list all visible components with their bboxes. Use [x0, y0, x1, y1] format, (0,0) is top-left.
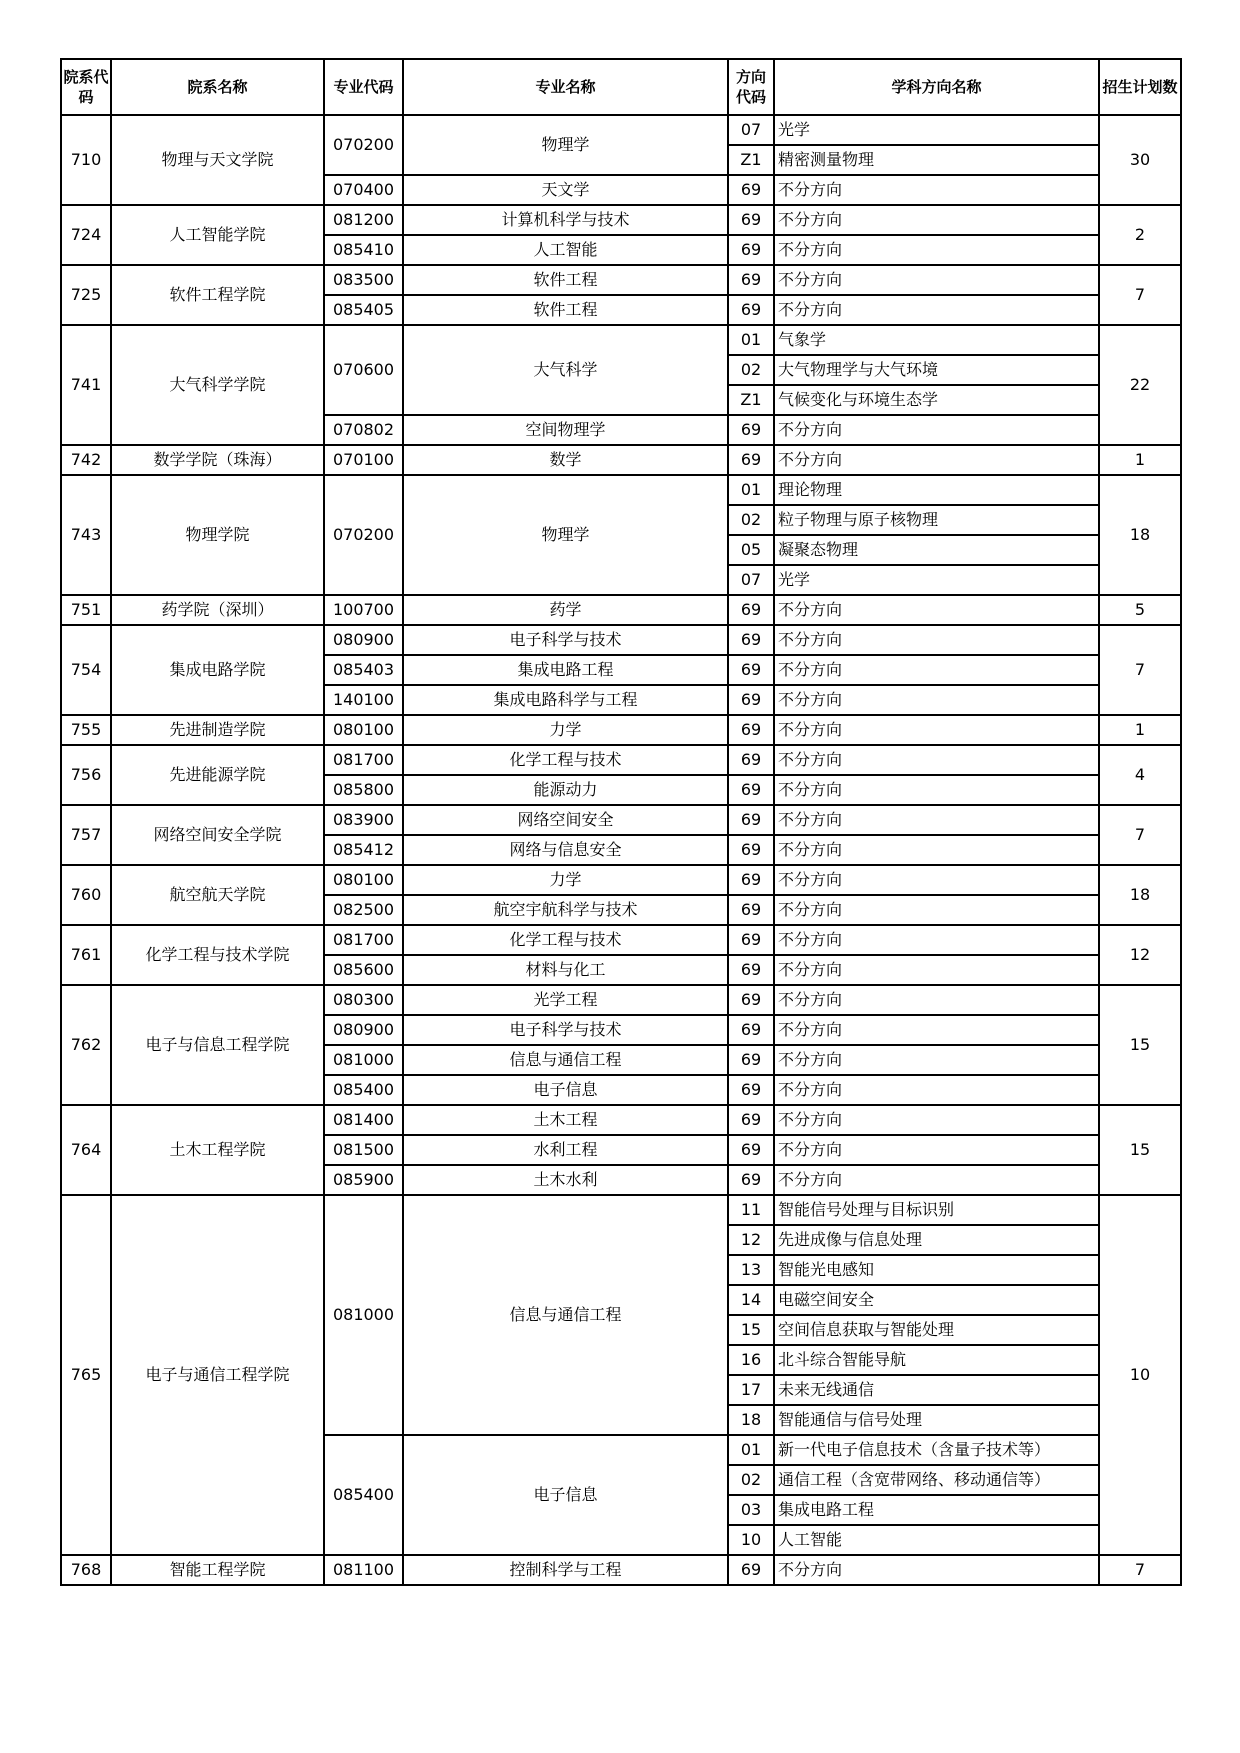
- dept-code-cell: 764: [61, 1105, 111, 1195]
- direction-code-cell: 02: [728, 505, 774, 535]
- direction-name-cell: 不分方向: [774, 1075, 1099, 1105]
- major-code-cell: 100700: [324, 595, 403, 625]
- direction-name-cell: 不分方向: [774, 415, 1099, 445]
- direction-code-cell: 69: [728, 445, 774, 475]
- direction-code-cell: 69: [728, 925, 774, 955]
- quota-cell: 4: [1099, 745, 1181, 805]
- direction-code-cell: 07: [728, 565, 774, 595]
- direction-name-cell: 先进成像与信息处理: [774, 1225, 1099, 1255]
- direction-name-cell: 不分方向: [774, 1165, 1099, 1195]
- major-code-cell: 070100: [324, 445, 403, 475]
- direction-code-cell: Z1: [728, 145, 774, 175]
- dept-name-cell: 电子与信息工程学院: [111, 985, 324, 1105]
- dept-code-cell: 710: [61, 115, 111, 205]
- dept-name-cell: 网络空间安全学院: [111, 805, 324, 865]
- major-code-cell: 080300: [324, 985, 403, 1015]
- major-name-cell: 数学: [403, 445, 728, 475]
- table-row: [61, 805, 1181, 835]
- direction-name-cell: 不分方向: [774, 595, 1099, 625]
- direction-name-cell: 不分方向: [774, 745, 1099, 775]
- direction-name-cell: 不分方向: [774, 985, 1099, 1015]
- direction-name-cell: 凝聚态物理: [774, 535, 1099, 565]
- direction-name-cell: 不分方向: [774, 715, 1099, 745]
- direction-name-cell: 不分方向: [774, 445, 1099, 475]
- direction-name-cell: 光学: [774, 565, 1099, 595]
- table-row: [61, 865, 1181, 895]
- quota-cell: 7: [1099, 1555, 1181, 1585]
- major-code-cell: 081200: [324, 205, 403, 235]
- major-name-cell: 天文学: [403, 175, 728, 205]
- direction-name-cell: 不分方向: [774, 835, 1099, 865]
- direction-name-cell: 不分方向: [774, 1135, 1099, 1165]
- direction-code-cell: 69: [728, 625, 774, 655]
- direction-code-cell: 69: [728, 1135, 774, 1165]
- major-name-cell: 电子科学与技术: [403, 625, 728, 655]
- direction-name-cell: 不分方向: [774, 925, 1099, 955]
- quota-cell: 10: [1099, 1195, 1181, 1555]
- direction-name-cell: 气象学: [774, 325, 1099, 355]
- direction-code-cell: 69: [728, 175, 774, 205]
- major-name-cell: 网络空间安全: [403, 805, 728, 835]
- direction-code-cell: 10: [728, 1525, 774, 1555]
- direction-code-cell: 03: [728, 1495, 774, 1525]
- dept-code-cell: 725: [61, 265, 111, 325]
- table-row: [61, 115, 1181, 145]
- page-bottom-margin: [0, 1683, 1240, 1723]
- major-name-cell: 物理学: [403, 475, 728, 595]
- direction-code-cell: 69: [728, 955, 774, 985]
- direction-name-cell: 智能光电感知: [774, 1255, 1099, 1285]
- major-code-cell: 080100: [324, 715, 403, 745]
- direction-name-cell: 不分方向: [774, 655, 1099, 685]
- quota-cell: 15: [1099, 985, 1181, 1105]
- direction-name-cell: 不分方向: [774, 1015, 1099, 1045]
- major-code-cell: 085400: [324, 1075, 403, 1105]
- dept-name-cell: 药学院（深圳）: [111, 595, 324, 625]
- direction-code-cell: 69: [728, 235, 774, 265]
- direction-name-cell: 不分方向: [774, 865, 1099, 895]
- major-name-cell: 能源动力: [403, 775, 728, 805]
- dept-name-cell: 智能工程学院: [111, 1555, 324, 1585]
- major-code-cell: 070400: [324, 175, 403, 205]
- direction-code-cell: 69: [728, 745, 774, 775]
- direction-code-cell: Z1: [728, 385, 774, 415]
- major-code-cell: 085405: [324, 295, 403, 325]
- quota-cell: 22: [1099, 325, 1181, 445]
- direction-code-cell: 16: [728, 1345, 774, 1375]
- major-name-cell: 电子科学与技术: [403, 1015, 728, 1045]
- direction-name-cell: 通信工程（含宽带网络、移动通信等）: [774, 1465, 1099, 1495]
- major-code-cell: 070200: [324, 115, 403, 175]
- direction-name-cell: 不分方向: [774, 805, 1099, 835]
- direction-code-cell: 13: [728, 1255, 774, 1285]
- dept-code-cell: 724: [61, 205, 111, 265]
- direction-name-cell: 不分方向: [774, 205, 1099, 235]
- direction-name-cell: 不分方向: [774, 1105, 1099, 1135]
- direction-code-cell: 15: [728, 1315, 774, 1345]
- quota-cell: 2: [1099, 205, 1181, 265]
- direction-name-cell: 理论物理: [774, 475, 1099, 505]
- major-code-cell: 081000: [324, 1195, 403, 1435]
- direction-name-cell: 气候变化与环境生态学: [774, 385, 1099, 415]
- major-code-cell: 083500: [324, 265, 403, 295]
- direction-name-cell: 大气物理学与大气环境: [774, 355, 1099, 385]
- direction-name-cell: 不分方向: [774, 955, 1099, 985]
- quota-cell: 1: [1099, 715, 1181, 745]
- major-name-cell: 化学工程与技术: [403, 745, 728, 775]
- major-code-cell: 081000: [324, 1045, 403, 1075]
- table-row: [61, 325, 1181, 355]
- major-code-cell: 085600: [324, 955, 403, 985]
- major-name-cell: 人工智能: [403, 235, 728, 265]
- table-row: [61, 265, 1181, 295]
- quota-cell: 15: [1099, 1105, 1181, 1195]
- direction-name-cell: 不分方向: [774, 775, 1099, 805]
- dept-name-cell: 航空航天学院: [111, 865, 324, 925]
- direction-name-cell: 不分方向: [774, 685, 1099, 715]
- major-code-cell: 082500: [324, 895, 403, 925]
- direction-name-cell: 不分方向: [774, 265, 1099, 295]
- major-code-cell: 081500: [324, 1135, 403, 1165]
- dept-name-cell: 化学工程与技术学院: [111, 925, 324, 985]
- major-name-cell: 水利工程: [403, 1135, 728, 1165]
- dept-code-cell: 751: [61, 595, 111, 625]
- header-major-code: 专业代码: [324, 59, 403, 115]
- major-code-cell: 085900: [324, 1165, 403, 1195]
- table-row: [61, 625, 1181, 655]
- enrollment-plan-table-container: [60, 58, 1180, 1586]
- major-name-cell: 物理学: [403, 115, 728, 175]
- table-row: [61, 595, 1181, 625]
- table-row: [61, 475, 1181, 505]
- major-code-cell: 085410: [324, 235, 403, 265]
- major-code-cell: 081700: [324, 745, 403, 775]
- direction-code-cell: 01: [728, 325, 774, 355]
- direction-code-cell: 11: [728, 1195, 774, 1225]
- table-row: [61, 1555, 1181, 1585]
- header-direction-name: 学科方向名称: [774, 59, 1099, 115]
- direction-code-cell: 05: [728, 535, 774, 565]
- table-row: [61, 1105, 1181, 1135]
- dept-code-cell: 757: [61, 805, 111, 865]
- direction-name-cell: 智能信号处理与目标识别: [774, 1195, 1099, 1225]
- direction-name-cell: 精密测量物理: [774, 145, 1099, 175]
- table-row: [61, 1195, 1181, 1225]
- direction-code-cell: 69: [728, 1045, 774, 1075]
- direction-code-cell: 69: [728, 865, 774, 895]
- direction-name-cell: 光学: [774, 115, 1099, 145]
- direction-code-cell: 69: [728, 415, 774, 445]
- major-name-cell: 软件工程: [403, 265, 728, 295]
- dept-code-cell: 762: [61, 985, 111, 1105]
- direction-code-cell: 69: [728, 895, 774, 925]
- direction-name-cell: 北斗综合智能导航: [774, 1345, 1099, 1375]
- direction-code-cell: 69: [728, 265, 774, 295]
- major-name-cell: 控制科学与工程: [403, 1555, 728, 1585]
- major-code-cell: 080100: [324, 865, 403, 895]
- dept-code-cell: 755: [61, 715, 111, 745]
- direction-name-cell: 人工智能: [774, 1525, 1099, 1555]
- direction-code-cell: 69: [728, 805, 774, 835]
- dept-code-cell: 743: [61, 475, 111, 595]
- major-name-cell: 材料与化工: [403, 955, 728, 985]
- dept-code-cell: 768: [61, 1555, 111, 1585]
- direction-code-cell: 69: [728, 205, 774, 235]
- quota-cell: 30: [1099, 115, 1181, 205]
- table-row: [61, 925, 1181, 955]
- table-header: [61, 59, 1181, 115]
- direction-name-cell: 智能通信与信号处理: [774, 1405, 1099, 1435]
- dept-code-cell: 742: [61, 445, 111, 475]
- major-code-cell: 085400: [324, 1435, 403, 1555]
- dept-name-cell: 集成电路学院: [111, 625, 324, 715]
- table-row: [61, 745, 1181, 775]
- quota-cell: 7: [1099, 265, 1181, 325]
- direction-code-cell: 69: [728, 1105, 774, 1135]
- direction-name-cell: 集成电路工程: [774, 1495, 1099, 1525]
- major-name-cell: 空间物理学: [403, 415, 728, 445]
- major-name-cell: 电子信息: [403, 1075, 728, 1105]
- major-name-cell: 化学工程与技术: [403, 925, 728, 955]
- major-code-cell: 070600: [324, 325, 403, 415]
- header-major-name: 专业名称: [403, 59, 728, 115]
- direction-name-cell: 不分方向: [774, 295, 1099, 325]
- major-code-cell: 081400: [324, 1105, 403, 1135]
- dept-name-cell: 数学学院（珠海）: [111, 445, 324, 475]
- major-code-cell: 085403: [324, 655, 403, 685]
- major-code-cell: 080900: [324, 625, 403, 655]
- major-name-cell: 计算机科学与技术: [403, 205, 728, 235]
- direction-code-cell: 07: [728, 115, 774, 145]
- major-name-cell: 软件工程: [403, 295, 728, 325]
- major-name-cell: 集成电路科学与工程: [403, 685, 728, 715]
- dept-code-cell: 754: [61, 625, 111, 715]
- dept-code-cell: 741: [61, 325, 111, 445]
- table-row: [61, 985, 1181, 1015]
- direction-code-cell: 17: [728, 1375, 774, 1405]
- table-row: [61, 205, 1181, 235]
- dept-name-cell: 电子与通信工程学院: [111, 1195, 324, 1555]
- direction-code-cell: 69: [728, 1165, 774, 1195]
- direction-code-cell: 69: [728, 595, 774, 625]
- direction-code-cell: 18: [728, 1405, 774, 1435]
- direction-code-cell: 01: [728, 1435, 774, 1465]
- direction-name-cell: 新一代电子信息技术（含量子技术等）: [774, 1435, 1099, 1465]
- major-code-cell: 140100: [324, 685, 403, 715]
- direction-name-cell: 空间信息获取与智能处理: [774, 1315, 1099, 1345]
- major-code-cell: 085412: [324, 835, 403, 865]
- direction-code-cell: 69: [728, 655, 774, 685]
- table-row: [61, 715, 1181, 745]
- direction-code-cell: 12: [728, 1225, 774, 1255]
- direction-code-cell: 01: [728, 475, 774, 505]
- dept-code-cell: 765: [61, 1195, 111, 1555]
- major-name-cell: 力学: [403, 865, 728, 895]
- dept-name-cell: 人工智能学院: [111, 205, 324, 265]
- major-code-cell: 081100: [324, 1555, 403, 1585]
- direction-code-cell: 02: [728, 1465, 774, 1495]
- dept-code-cell: 760: [61, 865, 111, 925]
- major-code-cell: 083900: [324, 805, 403, 835]
- dept-name-cell: 软件工程学院: [111, 265, 324, 325]
- major-code-cell: 081700: [324, 925, 403, 955]
- dept-code-cell: 756: [61, 745, 111, 805]
- direction-name-cell: 未来无线通信: [774, 1375, 1099, 1405]
- direction-code-cell: 69: [728, 685, 774, 715]
- direction-code-cell: 69: [728, 1555, 774, 1585]
- enrollment-plan-table: [60, 58, 1182, 1586]
- major-code-cell: 085800: [324, 775, 403, 805]
- direction-name-cell: 电磁空间安全: [774, 1285, 1099, 1315]
- quota-cell: 18: [1099, 865, 1181, 925]
- major-name-cell: 土木工程: [403, 1105, 728, 1135]
- major-name-cell: 大气科学: [403, 325, 728, 415]
- major-code-cell: 070200: [324, 475, 403, 595]
- dept-name-cell: 物理学院: [111, 475, 324, 595]
- direction-name-cell: 不分方向: [774, 235, 1099, 265]
- quota-cell: 12: [1099, 925, 1181, 985]
- header-quota: 招生计划数: [1099, 59, 1181, 115]
- major-code-cell: 080900: [324, 1015, 403, 1045]
- dept-code-cell: 761: [61, 925, 111, 985]
- direction-code-cell: 69: [728, 775, 774, 805]
- major-name-cell: 光学工程: [403, 985, 728, 1015]
- direction-code-cell: 14: [728, 1285, 774, 1315]
- direction-code-cell: 02: [728, 355, 774, 385]
- direction-code-cell: 69: [728, 1015, 774, 1045]
- direction-code-cell: 69: [728, 985, 774, 1015]
- table-body: [61, 115, 1181, 1585]
- direction-code-cell: 69: [728, 715, 774, 745]
- dept-name-cell: 大气科学学院: [111, 325, 324, 445]
- dept-name-cell: 物理与天文学院: [111, 115, 324, 205]
- quota-cell: 7: [1099, 625, 1181, 715]
- dept-name-cell: 先进制造学院: [111, 715, 324, 745]
- quota-cell: 7: [1099, 805, 1181, 865]
- major-name-cell: 土木水利: [403, 1165, 728, 1195]
- major-code-cell: 070802: [324, 415, 403, 445]
- dept-name-cell: 先进能源学院: [111, 745, 324, 805]
- major-name-cell: 力学: [403, 715, 728, 745]
- direction-code-cell: 69: [728, 1075, 774, 1105]
- dept-name-cell: 土木工程学院: [111, 1105, 324, 1195]
- major-name-cell: 电子信息: [403, 1435, 728, 1555]
- direction-name-cell: 不分方向: [774, 625, 1099, 655]
- header-dept-name: 院系名称: [111, 59, 324, 115]
- direction-name-cell: 粒子物理与原子核物理: [774, 505, 1099, 535]
- direction-name-cell: 不分方向: [774, 1555, 1099, 1585]
- header-dept-code: 院系代码: [61, 59, 111, 115]
- table-row: [61, 445, 1181, 475]
- header-direction-code: 方向代码: [728, 59, 774, 115]
- direction-code-cell: 69: [728, 295, 774, 325]
- quota-cell: 1: [1099, 445, 1181, 475]
- major-name-cell: 网络与信息安全: [403, 835, 728, 865]
- quota-cell: 18: [1099, 475, 1181, 595]
- major-name-cell: 航空宇航科学与技术: [403, 895, 728, 925]
- direction-name-cell: 不分方向: [774, 895, 1099, 925]
- major-name-cell: 集成电路工程: [403, 655, 728, 685]
- major-name-cell: 信息与通信工程: [403, 1195, 728, 1435]
- direction-code-cell: 69: [728, 835, 774, 865]
- major-name-cell: 信息与通信工程: [403, 1045, 728, 1075]
- direction-name-cell: 不分方向: [774, 1045, 1099, 1075]
- direction-name-cell: 不分方向: [774, 175, 1099, 205]
- header-row: [61, 59, 1181, 115]
- quota-cell: 5: [1099, 595, 1181, 625]
- major-name-cell: 药学: [403, 595, 728, 625]
